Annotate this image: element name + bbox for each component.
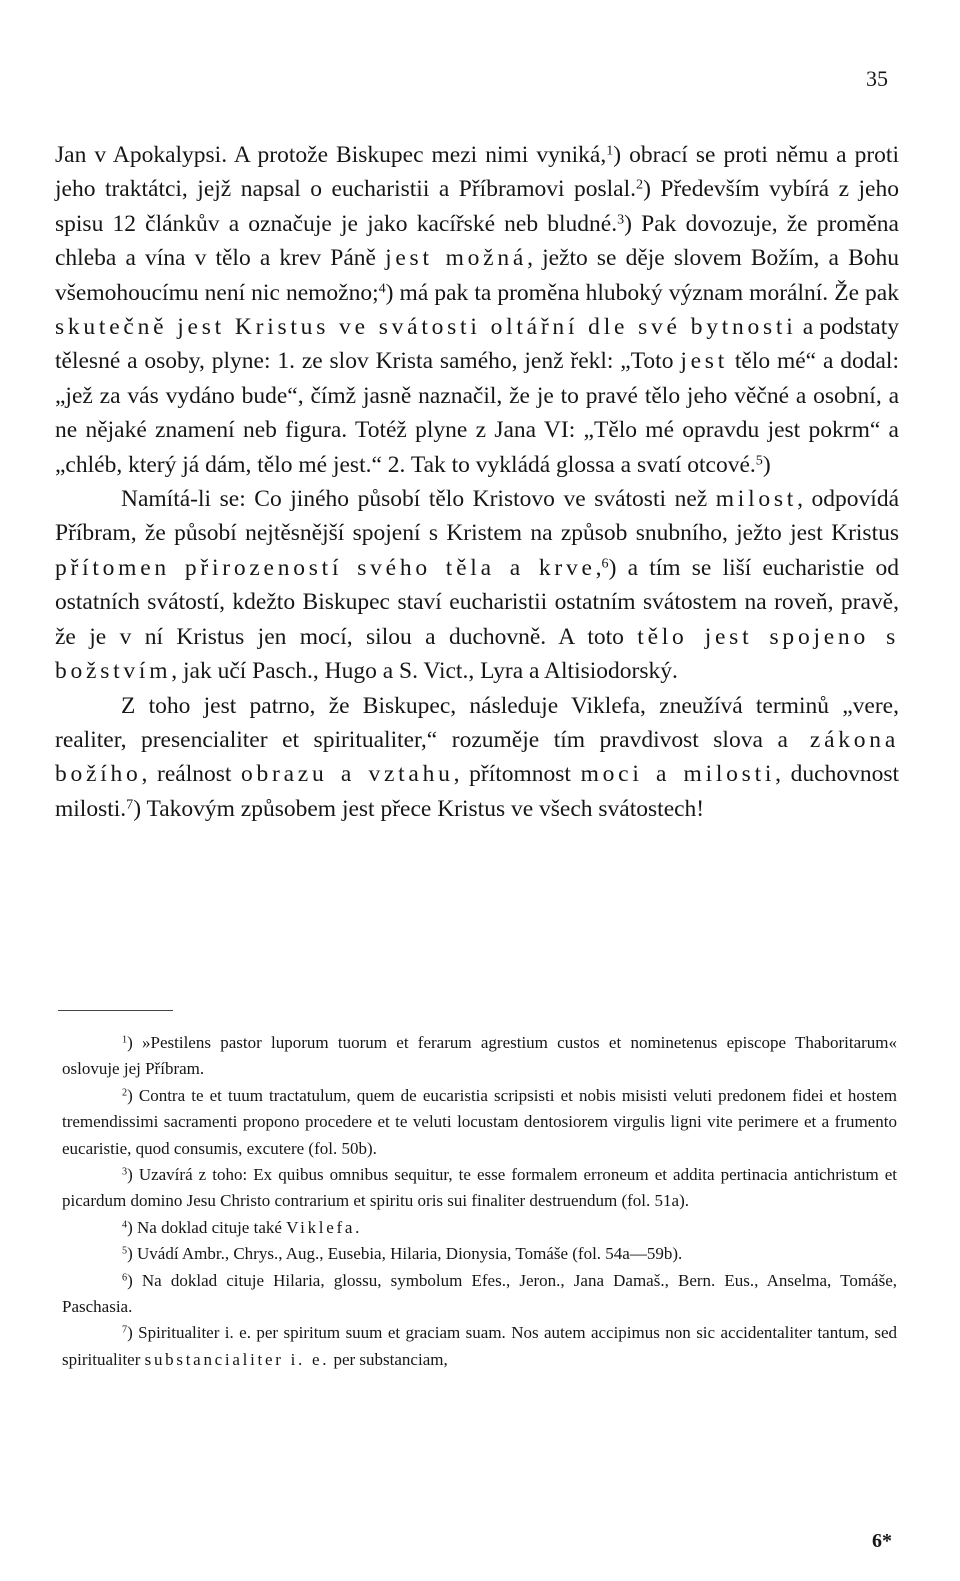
text: Z toho jest patrno, že Biskupec, následuje Viklefa, zneužívá terminů „vere, realiter, presencialiter et spiritualiter,“ rozuměje tím pravdivost slova: [55, 692, 899, 753]
text: Jan v Apokalypsi. A protože Biskupec mezi nimi vyniká,: [55, 142, 607, 168]
text: , odpovídá Příbram, že působí nejtěsnější spojení s Kristem na způsob snubního, ježto jest Kristus: [55, 486, 899, 547]
text: ): [762, 451, 771, 478]
text: a podstaty tělesné a osoby, plyne: 1. ze slov Krista samého, jenž řekl: „Toto: [55, 314, 899, 375]
paragraph-2: [55, 482, 899, 688]
text: Namítá-li se: Co jiného působí tělo Kristovo ve svátosti než: [121, 486, 708, 513]
spaced-emphasis: skutečně jest Kristus ve svátosti oltářní dle své bytnosti: [55, 314, 797, 341]
footnote-mark: 4: [122, 1219, 128, 1231]
footnote-5: [62, 1241, 897, 1267]
text: ) Takovým způsobem jest přece Kristus ve všech svátostech!: [133, 795, 705, 822]
footnote-ref-3[interactable]: 3: [617, 211, 625, 228]
footnote-mark: 7: [122, 1324, 128, 1336]
footnote-ref-2[interactable]: 2: [636, 176, 644, 193]
footnote-text: ) »Pestilens pastor luporum tuorum et ferarum agrestium custos et nominetenus episcope Thaboritarum« oslovuje jej Příbram.: [62, 1033, 897, 1079]
spaced-emphasis: jest možná: [385, 245, 528, 272]
text: ) obrací se proti němu a proti jeho traktátci, jejž napsal o eucharistii a Příbramovi poslal.: [55, 142, 899, 203]
text: ) Pak dovozuje, že proměna chleba a vína v tělo a krev Páně: [55, 210, 899, 272]
text: , ježto se děje slovem Božím, a Bohu všemohoucímu není nic nemožno;: [55, 245, 899, 306]
footnote-6: [62, 1268, 897, 1321]
footnote-mark: 2: [122, 1087, 128, 1099]
signature-mark: 6*: [872, 1530, 892, 1552]
spaced-emphasis: moci a milosti: [580, 761, 776, 788]
footnote-4: [62, 1215, 897, 1241]
text: ) Především vybírá z jeho spisu 12 článkův a označuje je jako kacířské neb bludné.: [55, 176, 899, 237]
footnote-1: [62, 1030, 897, 1083]
footnote-ref-5[interactable]: 5: [755, 451, 763, 468]
text: ,: [595, 554, 602, 581]
footnote-text: .: [355, 1217, 360, 1237]
footnote-3: [62, 1162, 897, 1215]
text: ) a tím se liší eucharistie od ostatních svátostí, kdežto Biskupec staví eucharistii ostatním svátostem na roveň, pravě, že je v ní Kristus jen mocí, silou a duchovně. A toto: [55, 554, 899, 650]
footnote-text: ) Spiritualiter i. e. per spiritum suum et graciam suam. Nos autem accipimus non sic accidentaliter tantum, sed spiritualiter: [62, 1323, 897, 1369]
footnote-text: ) Uvádí Ambr., Chrys., Aug., Eusebia, Hilaria, Dionysia, Tomáše (fol. 54a—59b).: [127, 1244, 683, 1264]
paragraph-1: [55, 138, 899, 482]
footnote-text: ) Na doklad cituje Hilaria, glossu, symbolum Efes., Jeron., Jana Damaš., Bern. Eus., Anselma, Tomáše, Paschasia.: [62, 1270, 897, 1317]
footnote-text: ) Contra te et tuum tractatulum, quem de eucaristia scripsisti et nobis misisti veluti predonem fidei et hostem tremendissimi sacramenti propono procedere et te veluti locustam dentosiorem virgulis ligni vite perimere et a frumento eucaristie, quod consumis, excutere (fol. 50b).: [62, 1085, 897, 1158]
footnote-2: [62, 1083, 897, 1162]
spaced-emphasis: obrazu a vztahu: [241, 761, 454, 788]
spaced-emphasis: přítomen přirozeností svého těla a krve: [55, 554, 596, 581]
text: ) má pak ta proměna hluboký význam morální. Že pak: [385, 279, 899, 306]
spaced-emphasis: Viklefa: [286, 1217, 356, 1237]
footnote-divider: [58, 1010, 173, 1011]
spaced-emphasis: tělo jest spojeno s božstvím: [55, 623, 900, 685]
page-number: 35: [866, 66, 888, 91]
text: tělo mé“ a dodal: „jež za vás vydáno bude“, čímž jasně naznačil, že je to pravé tělo jeho věčné a osobní, a ne nějaké znamení neb figura. Totéž plyne z Jana VI: „Tělo mé opravdu jest pokrm“ a „chléb, který já dám, tělo mé jest.“ 2. Tak to vykládá glossa a svatí otcové.: [55, 348, 899, 478]
footnote-ref-6[interactable]: 6: [601, 555, 609, 572]
footnote-mark: 6: [122, 1272, 128, 1284]
footnote-text: ) Na doklad cituje také: [127, 1217, 282, 1237]
spaced-emphasis: a zákona božího: [55, 726, 900, 788]
footnote-mark: 1: [122, 1034, 128, 1046]
footnote-ref-1[interactable]: 1: [606, 142, 614, 159]
text: , jak učí Pasch., Hugo a S. Vict., Lyra a Altisiodorský.: [171, 658, 678, 685]
spaced-emphasis: jest: [680, 348, 729, 375]
spaced-emphasis: milost: [715, 486, 798, 513]
footnote-mark: 5: [122, 1245, 128, 1257]
footnote-mark: 3: [122, 1166, 128, 1178]
text: , přítomnost: [453, 761, 571, 788]
paragraph-3: [55, 689, 899, 827]
spaced-emphasis: substancialiter i. e.: [144, 1349, 330, 1369]
main-text: [55, 138, 899, 826]
footnotes: [62, 1030, 897, 1373]
footnote-ref-4[interactable]: 4: [378, 279, 386, 296]
footnote-text: per substanciam,: [333, 1349, 448, 1369]
footnote-ref-7[interactable]: 7: [126, 795, 134, 812]
text: , duchovnost milosti.: [55, 761, 899, 822]
text: , reálnost: [141, 761, 232, 788]
footnote-7: [62, 1320, 897, 1373]
footnote-text: ) Uzavírá z toho: Ex quibus omnibus sequitur, te esse formalem erroneum et addita pertinacia antichristum et picardum domino Jesu Christo contrarium et spiritu oris sui finaliter destruendum (fol. 51a).: [62, 1165, 897, 1211]
